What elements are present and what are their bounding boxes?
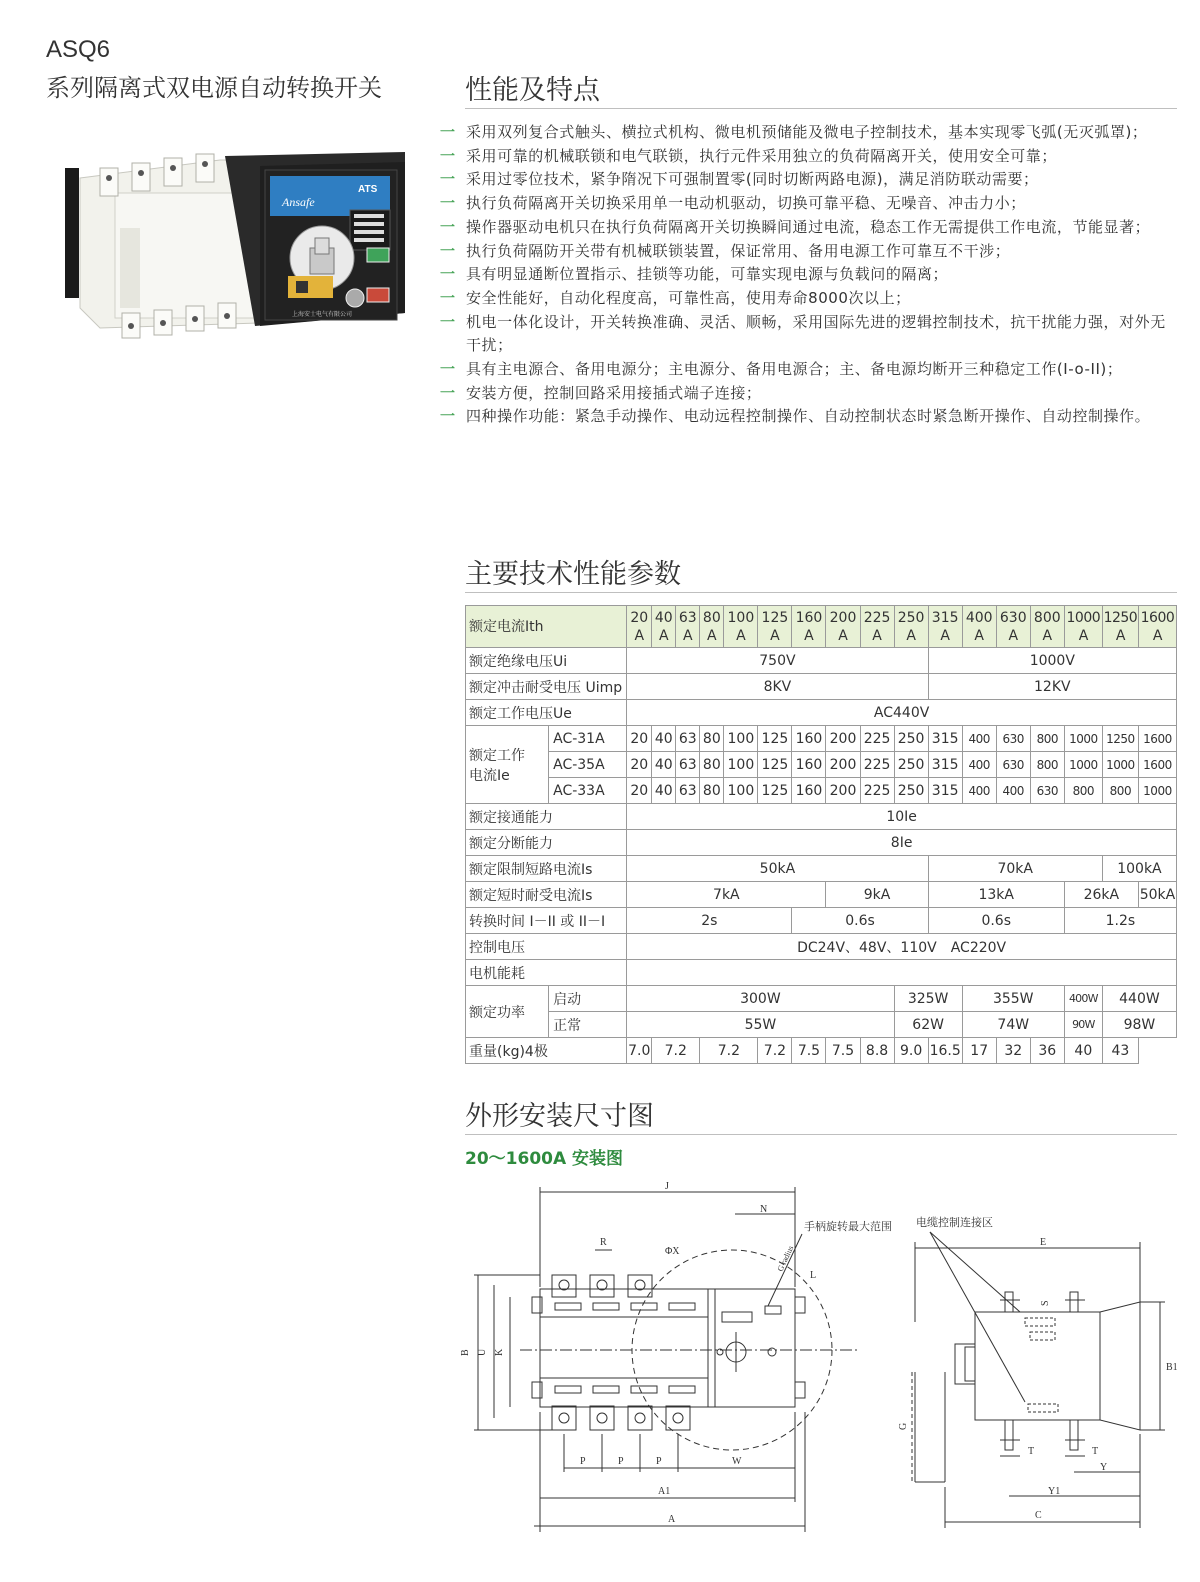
dim-t: T [1028, 1446, 1035, 1457]
install-caption: 20～1600A 安装图 [465, 1149, 624, 1169]
ac31a-cell: 1600 [1138, 726, 1176, 752]
series-title: 系列隔离式双电源自动转换开关 [46, 74, 382, 102]
making-label: 额定接通能力 [466, 804, 627, 830]
dim-p: P [618, 1456, 624, 1467]
dim-s: S [1040, 1300, 1051, 1306]
ac31a-cell: 315 [928, 726, 962, 752]
power-label: 额定功率 [466, 986, 549, 1038]
current-cell: 315 A [928, 606, 962, 648]
current-cell: 1250 A [1102, 606, 1138, 648]
op-current-label: 额定工作 电流Ie [466, 726, 549, 804]
ac31a-cell: 1000 [1064, 726, 1102, 752]
current-cell: 225 A [860, 606, 894, 648]
dim-g: G [898, 1422, 909, 1430]
ac31a-cell: 80 [700, 726, 724, 752]
ac35a-cell: 1000 [1102, 752, 1138, 778]
motor-row [466, 960, 1177, 986]
current-cell: 400 A [962, 606, 996, 648]
ac31a-cell: 160 [792, 726, 826, 752]
normal-value: 62W [894, 1012, 962, 1038]
ac31a-label: AC-31A [549, 726, 627, 752]
dim-a1: A1 [658, 1486, 671, 1497]
ac35a-cell: 400 [962, 752, 996, 778]
current-cell: 800 A [1030, 606, 1064, 648]
breaking-row [466, 830, 1177, 856]
ac35a-cell: 1600 [1138, 752, 1176, 778]
feature-item: 一 四种操作功能：紧急手动操作、电动远程控制操作、自动控制状态时紧急断开操作、自动控制操作。 [440, 405, 1180, 429]
ac31a-cell: 200 [826, 726, 860, 752]
maker-plate: 上海安士电气有限公司 [292, 311, 353, 318]
bullet-icon: 一 [440, 407, 456, 426]
weight-cell: 17 [962, 1038, 996, 1064]
ac33a-cell: 200 [826, 778, 860, 804]
ac33a-cell: 800 [1064, 778, 1102, 804]
bullet-icon: 一 [440, 217, 456, 236]
breaking-value: 8Ie [627, 830, 1177, 856]
ac35a-cell: 63 [676, 752, 700, 778]
dimensions-rule [465, 1134, 1177, 1135]
feature-item: 一 执行负荷隔离开关切换采用单一电动机驱动，切换可靠平稳、无噪音、冲击力小； [440, 192, 1180, 216]
ac31a-cell: 20 [627, 726, 652, 752]
weight-cell: 32 [996, 1038, 1030, 1064]
current-cell: 80 A [700, 606, 724, 648]
insulation-label: 额定绝缘电压Ui [466, 648, 627, 674]
ac33a-cell: 1000 [1138, 778, 1176, 804]
start-value: 300W [627, 986, 894, 1012]
control-voltage-label: 控制电压 [466, 934, 627, 960]
impulse-value: 12KV [928, 674, 1176, 700]
specs-rule [465, 592, 1177, 593]
dim-p: P [656, 1456, 662, 1467]
ac35a-row [466, 752, 1177, 778]
handle-note: 手柄旋转最大范围 [804, 1220, 892, 1233]
features-list [440, 121, 1180, 429]
feature-item: 一 操作器驱动电机只在执行负荷隔离开关切换瞬间通过电流，稳态工作无需提供工作电流，节能显著； [440, 216, 1180, 240]
feature-item: 一 具有主电源合、备用电源分；主电源分、备用电源合；主、备电源均断开三种稳定工作(I-o-II)； [440, 358, 1180, 382]
start-value: 355W [962, 986, 1064, 1012]
dim-u: U [477, 1348, 488, 1356]
insulation-value: 1000V [928, 648, 1176, 674]
current-cell: 1600 A [1138, 606, 1176, 648]
ac35a-cell: 200 [826, 752, 860, 778]
weight-cell: 9.0 [894, 1038, 928, 1064]
specs-title: 主要技术性能参数 [465, 559, 681, 590]
control-voltage-row [466, 934, 1177, 960]
bullet-icon: 一 [440, 312, 456, 331]
ac31a-cell: 400 [962, 726, 996, 752]
ac33a-row [466, 778, 1177, 804]
current-cell: 100 A [724, 606, 758, 648]
feature-item: 一 机电一体化设计，开关转换准确、灵活、顺畅，采用国际先进的逻辑控制技术，抗干扰能力强，对外无干扰； [440, 312, 1166, 355]
bullet-icon: 一 [440, 194, 456, 213]
dim-j: J [665, 1181, 669, 1192]
normal-value: 98W [1102, 1012, 1176, 1038]
feature-item: 一 具有明显通断位置指示、挂锁等功能，可靠实现电源与负载问的隔离； [440, 263, 1180, 287]
ac33a-label: AC-33A [549, 778, 627, 804]
ac31a-cell: 800 [1030, 726, 1064, 752]
start-label: 启动 [549, 986, 627, 1012]
normal-label: 正常 [549, 1012, 627, 1038]
ac31a-cell: 40 [652, 726, 676, 752]
normal-value: 90W [1064, 1012, 1102, 1038]
ac33a-cell: 800 [1102, 778, 1138, 804]
weight-cell: 16.5 [928, 1038, 962, 1064]
dim-k: K [494, 1348, 505, 1356]
limited-sc-value: 50kA [627, 856, 928, 882]
normal-power-row [466, 1012, 1177, 1038]
bullet-icon: 一 [440, 241, 456, 260]
ac31a-cell: 1250 [1102, 726, 1138, 752]
current-cell: 63 A [676, 606, 700, 648]
ac35a-cell: 20 [627, 752, 652, 778]
motor-label: 电机能耗 [466, 960, 627, 986]
dim-a: A [668, 1514, 676, 1525]
control-voltage-value: DC24V、48V、110V AC220V [627, 934, 1177, 960]
feature-item: 一 采用过零位技术，紧争隋况下可强制置零(同时切断两路电源)，满足消防联动需要； [440, 168, 1180, 192]
ac33a-cell: 400 [996, 778, 1030, 804]
limited-sc-value: 100kA [1102, 856, 1176, 882]
short-time-value: 26kA [1064, 882, 1138, 908]
ac35a-label: AC-35A [549, 752, 627, 778]
bullet-icon: 一 [440, 123, 456, 141]
features-title: 性能及特点 [465, 75, 600, 106]
breaking-label: 额定分断能力 [466, 830, 627, 856]
bullet-icon: 一 [440, 360, 456, 379]
transfer-value: 2s [627, 908, 792, 934]
weight-cell: 43 [1102, 1038, 1138, 1064]
dim-n: N [760, 1204, 768, 1215]
ac35a-cell: 100 [724, 752, 758, 778]
dimensions-title: 外形安装尺寸图 [465, 1101, 654, 1132]
transfer-value: 1.2s [1064, 908, 1176, 934]
ac33a-cell: 160 [792, 778, 826, 804]
weight-cell: 7.5 [792, 1038, 826, 1064]
dim-y1: Y1 [1048, 1486, 1061, 1497]
ac33a-cell: 315 [928, 778, 962, 804]
current-cell: 160 A [792, 606, 826, 648]
insulation-row [466, 648, 1177, 674]
bullet-icon: 一 [440, 146, 456, 165]
limited-sc-label: 额定限制短路电流Is [466, 856, 627, 882]
dim-b: B [460, 1349, 471, 1356]
current-cell: 200 A [826, 606, 860, 648]
ac35a-cell: 315 [928, 752, 962, 778]
transfer-value: 0.6s [928, 908, 1064, 934]
limited-sc-value: 70kA [928, 856, 1102, 882]
ac33a-cell: 225 [860, 778, 894, 804]
current-cell: 630 A [996, 606, 1030, 648]
weight-cell: 40 [1064, 1038, 1102, 1064]
ac31a-cell: 100 [724, 726, 758, 752]
ac35a-cell: 80 [700, 752, 724, 778]
ac33a-cell: 20 [627, 778, 652, 804]
short-time-value: 50kA [1138, 882, 1176, 908]
limited-sc-row [466, 856, 1177, 882]
current-cell: 125 A [758, 606, 792, 648]
impulse-label: 额定冲击耐受电压 Uimp [466, 674, 627, 700]
ac33a-cell: 63 [676, 778, 700, 804]
dim-b1: B1 [1166, 1362, 1178, 1373]
weight-cell: 7.0 [627, 1038, 652, 1064]
short-time-label: 额定短时耐受电流Is [466, 882, 627, 908]
transfer-label: 转换时间 I－II 或 II－I [466, 908, 627, 934]
ac35a-cell: 40 [652, 752, 676, 778]
weight-cell: 7.2 [700, 1038, 758, 1064]
ac35a-cell: 800 [1030, 752, 1064, 778]
impulse-row [466, 674, 1177, 700]
feature-item: 一 安装方便，控制回路采用接插式端子连接； [440, 382, 1180, 406]
dim-r: R [600, 1237, 607, 1248]
short-time-value: 7kA [627, 882, 826, 908]
current-cell: 1000 A [1064, 606, 1102, 648]
normal-value: 55W [627, 1012, 894, 1038]
feature-item: 一 采用可靠的机械联锁和电气联锁，执行元件采用独立的负荷隔离开关，使用安全可靠； [440, 145, 1180, 169]
motor-value [627, 960, 1177, 986]
short-time-value: 13kA [928, 882, 1064, 908]
current-label: 额定电流Ith [466, 606, 627, 648]
current-cell: 20 A [627, 606, 652, 648]
model-name: ASQ6 [46, 36, 111, 63]
weight-cell: 8.8 [860, 1038, 894, 1064]
feature-item: 一 采用双列复合式触头、横拉式机构、微电机预储能及微电子控制技术，基本实现零飞弧(无灭弧罩)； [440, 121, 1180, 145]
bullet-icon: 一 [440, 383, 456, 402]
ac33a-cell: 400 [962, 778, 996, 804]
op-voltage-value: AC440V [627, 700, 1177, 726]
dim-t: T [1092, 1446, 1099, 1457]
installation-drawing [460, 1172, 1180, 1572]
insulation-value: 750V [627, 648, 928, 674]
ac31a-cell: 225 [860, 726, 894, 752]
dim-e: E [1040, 1237, 1047, 1248]
impulse-value: 8KV [627, 674, 928, 700]
cable-note: 电缆控制连接区 [916, 1216, 993, 1229]
current-cell: 250 A [894, 606, 928, 648]
ac35a-cell: 630 [996, 752, 1030, 778]
ac33a-cell: 630 [1030, 778, 1064, 804]
start-value: 325W [894, 986, 962, 1012]
short-time-value: 9kA [826, 882, 928, 908]
ats-label: ATS [358, 184, 378, 195]
making-row [466, 804, 1177, 830]
short-time-row [466, 882, 1177, 908]
ac33a-cell: 250 [894, 778, 928, 804]
weight-cell: 7.2 [652, 1038, 700, 1064]
bullet-icon: 一 [440, 265, 456, 284]
ac31a-cell: 63 [676, 726, 700, 752]
op-voltage-row [466, 700, 1177, 726]
ac33a-cell: 100 [724, 778, 758, 804]
weight-cell: 7.5 [826, 1038, 860, 1064]
start-value: 440W [1102, 986, 1176, 1012]
ac31a-cell: 250 [894, 726, 928, 752]
current-row [466, 606, 1177, 648]
making-value: 10Ie [627, 804, 1177, 830]
current-cell: 40 A [652, 606, 676, 648]
op-voltage-label: 额定工作电压Ue [466, 700, 627, 726]
feature-item: 一 安全性能好，自动化程度高，可靠性高，使用寿命8000次以上； [440, 287, 1180, 311]
ac35a-cell: 125 [758, 752, 792, 778]
ac35a-cell: 1000 [1064, 752, 1102, 778]
ac33a-cell: 80 [700, 778, 724, 804]
transfer-row [466, 908, 1177, 934]
weight-label: 重量(kg)4极 [466, 1038, 627, 1064]
start-power-row [466, 986, 1177, 1012]
start-value: 400W [1064, 986, 1102, 1012]
weight-cell: 36 [1030, 1038, 1064, 1064]
ac35a-cell: 160 [792, 752, 826, 778]
features-rule [465, 108, 1177, 109]
dim-w: W [732, 1456, 742, 1467]
ac33a-cell: 40 [652, 778, 676, 804]
ac35a-cell: 225 [860, 752, 894, 778]
dim-y: Y [1100, 1462, 1108, 1473]
spec-table [465, 605, 1177, 1064]
bullet-icon: 一 [440, 170, 456, 189]
transfer-value: 0.6s [792, 908, 928, 934]
bullet-icon: 一 [440, 288, 456, 307]
dim-x: ΦX [665, 1246, 680, 1257]
dim-c: C [1035, 1510, 1042, 1521]
product-photo [60, 148, 420, 348]
dim-radius: G radius [775, 1244, 796, 1273]
feature-item: 一 执行负荷隔防开关带有机械联锁装置，保证常用、备用电源工作可靠互不干涉； [440, 240, 1180, 264]
weight-row [466, 1038, 1177, 1064]
brand-label: Ansafe [282, 195, 315, 209]
dim-l: L [810, 1270, 817, 1281]
ac33a-cell: 125 [758, 778, 792, 804]
ac31a-cell: 630 [996, 726, 1030, 752]
normal-value: 74W [962, 1012, 1064, 1038]
weight-cell: 7.2 [758, 1038, 792, 1064]
ac31a-row [466, 726, 1177, 752]
dim-p: P [580, 1456, 586, 1467]
ac31a-cell: 125 [758, 726, 792, 752]
ac35a-cell: 250 [894, 752, 928, 778]
